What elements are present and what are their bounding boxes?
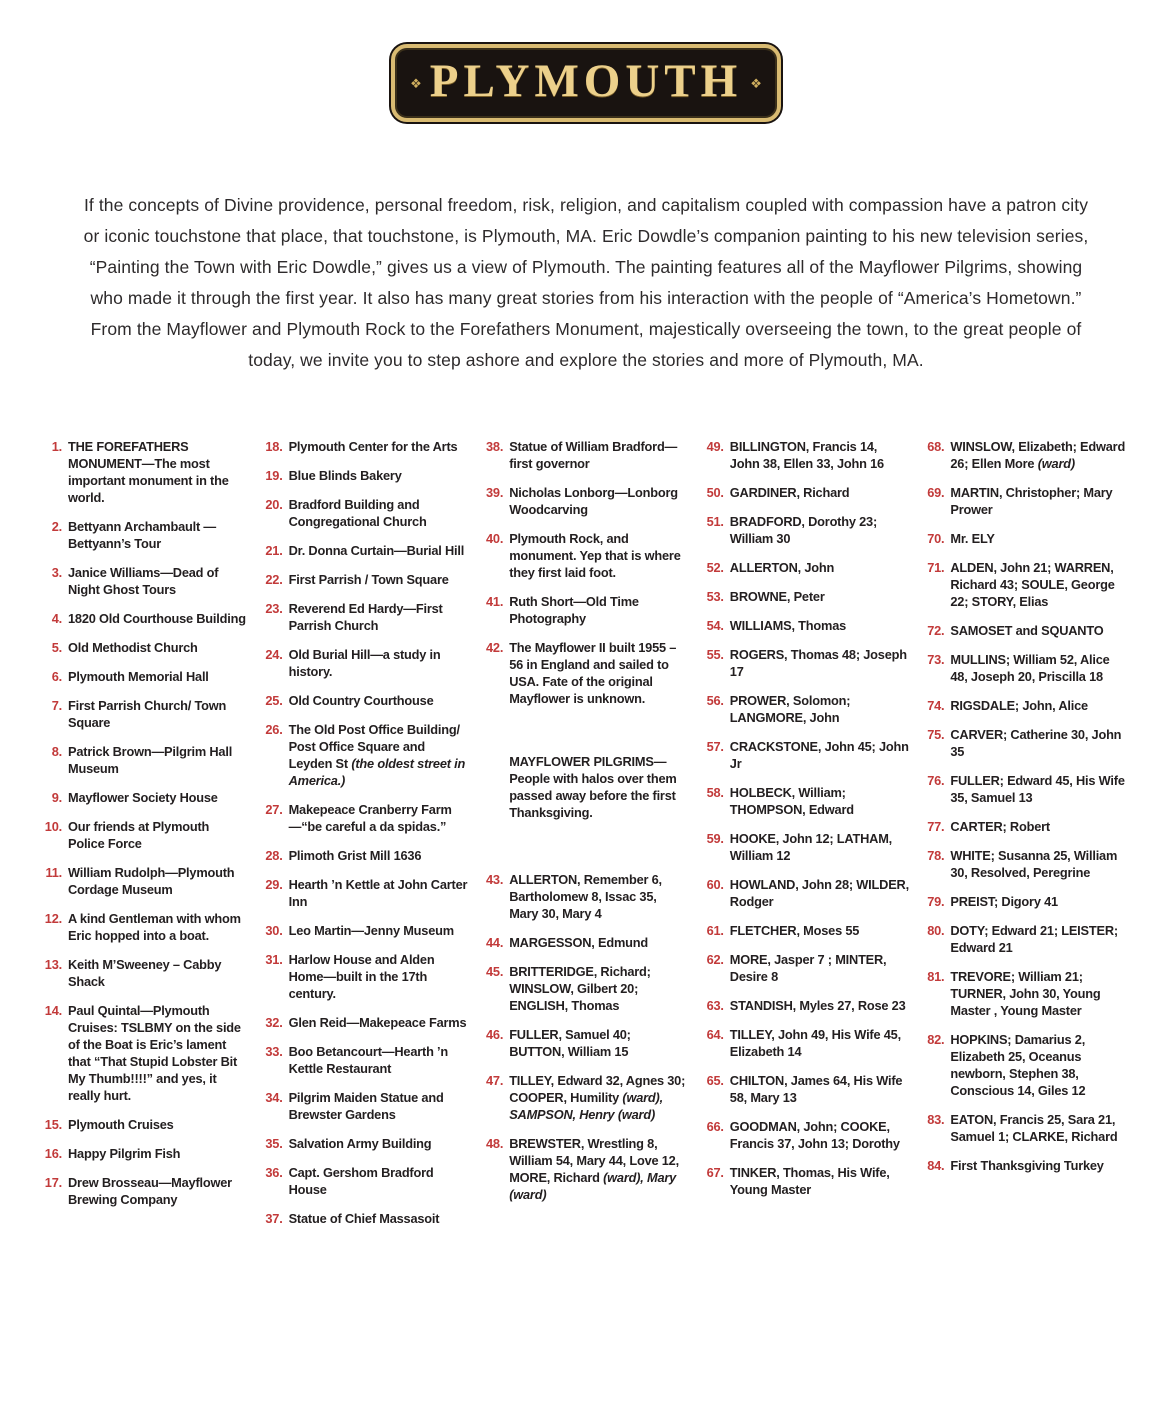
item-text: STANDISH, Myles 27, Rose 23 bbox=[729, 998, 906, 1013]
item-number: 55. bbox=[706, 647, 724, 662]
list-item bbox=[704, 1072, 910, 1106]
item-text: Bradford Building and Congregational Church bbox=[288, 497, 427, 529]
item-number: 19. bbox=[265, 468, 283, 483]
item-text: CARVER; Catherine 30, John 35 bbox=[950, 727, 1122, 759]
item-number: 71. bbox=[927, 560, 945, 575]
item-text: Our friends at Plymouth Police Force bbox=[68, 819, 210, 851]
item-number: 28. bbox=[265, 848, 283, 863]
item-number: 32. bbox=[265, 1015, 283, 1030]
item-number: 60. bbox=[706, 877, 724, 892]
list-item bbox=[42, 789, 248, 806]
list-item bbox=[42, 956, 248, 990]
item-text: CHILTON, James 64, His Wife 58, Mary 13 bbox=[729, 1073, 903, 1105]
item-number: 13. bbox=[44, 957, 62, 972]
item-number: 58. bbox=[706, 785, 724, 800]
list-item bbox=[263, 600, 469, 634]
item-number: 4. bbox=[51, 611, 62, 626]
item-number: 70. bbox=[927, 531, 945, 546]
item-number: 81. bbox=[927, 969, 945, 984]
item-number: 59. bbox=[706, 831, 724, 846]
list-item bbox=[924, 893, 1130, 910]
item-text: Leo Martin—Jenny Museum bbox=[288, 923, 454, 938]
item-number: 36. bbox=[265, 1165, 283, 1180]
item-number: 68. bbox=[927, 439, 945, 454]
item-text: ALLERTON, John bbox=[729, 560, 835, 575]
item-text: Glen Reid—Makepeace Farms bbox=[288, 1015, 467, 1030]
item-text: First Parrish Church/ Town Square bbox=[68, 698, 227, 730]
list-item bbox=[263, 1014, 469, 1031]
list-item bbox=[924, 726, 1130, 760]
list-item bbox=[483, 593, 689, 627]
item-text: WILLIAMS, Thomas bbox=[729, 618, 847, 633]
item-number: 38. bbox=[485, 439, 504, 454]
item-text: Plymouth Center for the Arts bbox=[288, 439, 458, 454]
item-number: 31. bbox=[265, 952, 283, 967]
list-item bbox=[42, 864, 248, 898]
item-number: 77. bbox=[927, 819, 945, 834]
item-text: HOOKE, John 12; LATHAM, William 12 bbox=[729, 831, 893, 863]
legend-column-3 bbox=[483, 438, 689, 1239]
item-text: PROWER, Solomon; LANGMORE, John bbox=[729, 693, 851, 725]
item-number: 64. bbox=[706, 1027, 724, 1042]
item-number: 43. bbox=[485, 872, 504, 887]
list-item bbox=[704, 559, 910, 576]
item-text: EATON, Francis 25, Sara 21, Samuel 1; CLARKE, Richard bbox=[950, 1112, 1118, 1144]
item-number: 61. bbox=[706, 923, 724, 938]
item-text: William Rudolph—Plymouth Cordage Museum bbox=[68, 865, 235, 897]
item-text: MORE, Jasper 7 ; MINTER, Desire 8 bbox=[729, 952, 887, 984]
item-text: ROGERS, Thomas 48; Joseph 17 bbox=[729, 647, 907, 679]
item-text: Boo Betancourt—Hearth ’n Kettle Restaurant bbox=[288, 1044, 449, 1076]
item-number: 69. bbox=[927, 485, 945, 500]
item-text: Makepeace Cranberry Farm—“be careful a da spidas.” bbox=[288, 802, 452, 834]
list-item bbox=[924, 622, 1130, 639]
item-text: Plymouth Cruises bbox=[68, 1117, 174, 1132]
item-text: Salvation Army Building bbox=[288, 1136, 432, 1151]
list-item bbox=[42, 438, 248, 506]
item-number: 83. bbox=[927, 1112, 945, 1127]
list-item bbox=[483, 963, 689, 1014]
item-number: 45. bbox=[485, 964, 504, 979]
item-text: CRACKSTONE, John 45; John Jr bbox=[729, 739, 909, 771]
list-item bbox=[704, 997, 910, 1014]
item-text: WINSLOW, Elizabeth; Edward 26; Ellen More (ward) bbox=[950, 439, 1126, 471]
item-text: TILLEY, John 49, His Wife 45, Elizabeth 14 bbox=[729, 1027, 901, 1059]
item-number: 66. bbox=[706, 1119, 724, 1134]
list-item bbox=[42, 639, 248, 656]
item-number: 67. bbox=[706, 1165, 724, 1180]
list-item bbox=[924, 968, 1130, 1019]
list-item bbox=[483, 1135, 689, 1203]
mayflower-pilgrims-note bbox=[509, 753, 689, 821]
item-text: Reverend Ed Hardy—First Parrish Church bbox=[288, 601, 443, 633]
list-item bbox=[42, 1174, 248, 1208]
list-item bbox=[704, 876, 910, 910]
list-item bbox=[924, 818, 1130, 835]
item-text: Pilgrim Maiden Statue and Brewster Gardens bbox=[288, 1090, 444, 1122]
list-item bbox=[924, 438, 1130, 472]
item-text: Mayflower Society House bbox=[68, 790, 218, 805]
intro-paragraph: If the concepts of Divine providence, personal freedom, risk, religion, and capitalism coupled with compassion have a patron city or iconic touchstone that place, that touchstone, is Plymouth, MA. Eric Dowdle’s companion painting to his new television series, “Painting the Town with Eric Dowdle,” gives us a view of Plymouth. The painting features all of the Mayflower Pilgrims, showing who made it through the first year. It also has many great stories from his interaction with the people of “America’s Hometown.” From the Mayflower and Plymouth Rock to the Forefathers Monument, majestically overseeing the town, to the great people of today, we invite you to step ashore and explore the stories and more of Plymouth, MA. bbox=[83, 195, 1089, 370]
list-item bbox=[704, 784, 910, 818]
item-text: The Mayflower II built 1955 – 56 in England and sailed to USA. Fate of the original Mayflower is unknown. bbox=[509, 640, 677, 706]
item-text: HOPKINS; Damarius 2, Elizabeth 25, Oceanus newborn, Stephen 38, Conscious 14, Giles 12 bbox=[950, 1032, 1086, 1098]
item-number: 2. bbox=[51, 519, 62, 534]
item-text: Mr. ELY bbox=[950, 531, 995, 546]
item-number: 15. bbox=[44, 1117, 62, 1132]
item-number: 54. bbox=[706, 618, 724, 633]
item-text: SAMOSET and SQUANTO bbox=[950, 623, 1104, 638]
item-number: 27. bbox=[265, 802, 283, 817]
item-number: 74. bbox=[927, 698, 945, 713]
item-number: 20. bbox=[265, 497, 283, 512]
list-item bbox=[924, 651, 1130, 685]
item-text: Happy Pilgrim Fish bbox=[68, 1146, 181, 1161]
item-number: 40. bbox=[485, 531, 504, 546]
item-number: 44. bbox=[485, 935, 504, 950]
item-text: Harlow House and Alden Home—built in the 17th century. bbox=[288, 952, 435, 1001]
item-text: Old Burial Hill—a study in history. bbox=[288, 647, 441, 679]
item-text: 1820 Old Courthouse Building bbox=[68, 611, 246, 626]
item-text: FULLER; Edward 45, His Wife 35, Samuel 13 bbox=[950, 773, 1125, 805]
legend-column-5 bbox=[924, 438, 1130, 1239]
list-item bbox=[263, 496, 469, 530]
list-item bbox=[704, 588, 910, 605]
item-number: 42. bbox=[485, 640, 504, 655]
legend-column-4 bbox=[704, 438, 910, 1239]
item-text: TINKER, Thomas, His Wife, Young Master bbox=[729, 1165, 890, 1197]
item-number: 12. bbox=[44, 911, 62, 926]
item-text: WHITE; Susanna 25, William 30, Resolved, Peregrine bbox=[950, 848, 1118, 880]
item-text: FULLER, Samuel 40; BUTTON, William 15 bbox=[509, 1027, 631, 1059]
list-item bbox=[704, 1164, 910, 1198]
item-number: 84. bbox=[927, 1158, 945, 1173]
item-text: Blue Blinds Bakery bbox=[288, 468, 402, 483]
item-number: 8. bbox=[51, 744, 62, 759]
item-text: Paul Quintal—Plymouth Cruises: TSLBMY on the side of the Boat is Eric’s lament that “That Stupid Lobster Bit My Thumb!!!!” and yes, it really hurt. bbox=[68, 1003, 241, 1103]
item-text: CARTER; Robert bbox=[950, 819, 1050, 834]
list-item bbox=[483, 484, 689, 518]
list-item bbox=[42, 1116, 248, 1133]
item-text: RIGSDALE; John, Alice bbox=[950, 698, 1088, 713]
item-number: 6. bbox=[51, 669, 62, 684]
plaque-ornament-left-icon: ❖ bbox=[410, 75, 422, 91]
item-text: Keith M’Sweeney – Cabby Shack bbox=[68, 957, 222, 989]
list-item bbox=[704, 438, 910, 472]
item-number: 18. bbox=[265, 439, 283, 454]
item-text: Capt. Gershom Bradford House bbox=[288, 1165, 434, 1197]
item-number: 53. bbox=[706, 589, 724, 604]
item-text: MULLINS; William 52, Alice 48, Joseph 20, Priscilla 18 bbox=[950, 652, 1110, 684]
list-item bbox=[704, 692, 910, 726]
list-item bbox=[263, 646, 469, 680]
item-text: First Thanksgiving Turkey bbox=[950, 1158, 1104, 1173]
list-item bbox=[924, 1157, 1130, 1174]
item-number: 79. bbox=[927, 894, 945, 909]
item-text: Old Methodist Church bbox=[68, 640, 198, 655]
item-text: First Parrish / Town Square bbox=[288, 572, 449, 587]
item-number: 52. bbox=[706, 560, 724, 575]
logo-row bbox=[0, 0, 1172, 122]
item-number: 37. bbox=[265, 1211, 283, 1226]
list-item bbox=[263, 1164, 469, 1198]
item-text: Statue of Chief Massasoit bbox=[288, 1211, 440, 1226]
list-item bbox=[42, 1145, 248, 1162]
list-item bbox=[42, 610, 248, 627]
item-text: BREWSTER, Wrestling 8, William 54, Mary 44, Love 12, MORE, Richard (ward), Mary (ward) bbox=[509, 1136, 679, 1202]
item-text: TREVORE; William 21; TURNER, John 30, Young Master , Young Master bbox=[950, 969, 1101, 1018]
item-number: 56. bbox=[706, 693, 724, 708]
item-text: Nicholas Lonborg—Lonborg Woodcarving bbox=[509, 485, 678, 517]
item-number: 65. bbox=[706, 1073, 724, 1088]
list-item bbox=[483, 1072, 689, 1123]
item-number: 80. bbox=[927, 923, 945, 938]
item-text: MAYFLOWER PILGRIMS—People with halos over them passed away before the first Thanksgiving. bbox=[509, 754, 677, 820]
item-text: TILLEY, Edward 32, Agnes 30; COOPER, Humility (ward), SAMPSON, Henry (ward) bbox=[509, 1073, 686, 1122]
item-number: 72. bbox=[927, 623, 945, 638]
item-number: 29. bbox=[265, 877, 283, 892]
list-item bbox=[924, 847, 1130, 881]
list-item bbox=[42, 518, 248, 552]
list-item bbox=[42, 564, 248, 598]
item-text: BROWNE, Peter bbox=[729, 589, 825, 604]
item-number: 39. bbox=[485, 485, 504, 500]
item-number: 1. bbox=[51, 439, 62, 454]
item-number: 57. bbox=[706, 739, 724, 754]
list-item bbox=[263, 542, 469, 559]
list-item bbox=[483, 1026, 689, 1060]
list-item bbox=[704, 1026, 910, 1060]
item-number: 46. bbox=[485, 1027, 504, 1042]
list-item bbox=[263, 847, 469, 864]
plymouth-logo-text: PLYMOUTH bbox=[429, 55, 743, 107]
item-number: 21. bbox=[265, 543, 283, 558]
item-number: 22. bbox=[265, 572, 283, 587]
item-number: 7. bbox=[51, 698, 62, 713]
list-item bbox=[42, 818, 248, 852]
list-item bbox=[263, 692, 469, 709]
legend-columns bbox=[0, 438, 1172, 1239]
item-text: HOWLAND, John 28; WILDER, Rodger bbox=[729, 877, 909, 909]
list-item bbox=[704, 646, 910, 680]
list-item bbox=[704, 738, 910, 772]
item-number: 51. bbox=[706, 514, 724, 529]
plymouth-logo-plaque bbox=[391, 44, 781, 122]
item-number: 34. bbox=[265, 1090, 283, 1105]
list-item bbox=[924, 772, 1130, 806]
list-item bbox=[704, 922, 910, 939]
item-text: GOODMAN, John; COOKE, Francis 37, John 13; Dorothy bbox=[729, 1119, 900, 1151]
item-text: HOLBECK, William; THOMPSON, Edward bbox=[729, 785, 854, 817]
item-text: BRADFORD, Dorothy 23; William 30 bbox=[729, 514, 878, 546]
list-item bbox=[704, 1118, 910, 1152]
item-number: 47. bbox=[485, 1073, 504, 1088]
item-text: Statue of William Bradford—first governor bbox=[509, 439, 678, 471]
list-item bbox=[924, 484, 1130, 518]
list-item bbox=[263, 951, 469, 1002]
item-number: 5. bbox=[51, 640, 62, 655]
list-item bbox=[704, 484, 910, 501]
plaque-ornament-right-icon: ❖ bbox=[750, 75, 762, 91]
item-number: 26. bbox=[265, 722, 283, 737]
item-text: Plymouth Memorial Hall bbox=[68, 669, 209, 684]
item-number: 11. bbox=[45, 865, 62, 880]
list-item bbox=[924, 1111, 1130, 1145]
item-text: PREIST; Digory 41 bbox=[950, 894, 1058, 909]
item-text: Patrick Brown—Pilgrim Hall Museum bbox=[68, 744, 233, 776]
item-text: GARDINER, Richard bbox=[729, 485, 850, 500]
item-text: The Old Post Office Building/ Post Office Square and Leyden St (the oldest street in America.) bbox=[288, 722, 466, 788]
item-text: DOTY; Edward 21; LEISTER; Edward 21 bbox=[950, 923, 1118, 955]
item-text: Hearth ’n Kettle at John Carter Inn bbox=[288, 877, 468, 909]
item-text: Drew Brosseau—Mayflower Brewing Company bbox=[68, 1175, 232, 1207]
item-number: 63. bbox=[706, 998, 724, 1013]
item-text: ALDEN, John 21; WARREN, Richard 43; SOULE, George 22; STORY, Elias bbox=[950, 560, 1115, 609]
item-number: 23. bbox=[265, 601, 283, 616]
item-number: 30. bbox=[265, 923, 283, 938]
item-text: MARGESSON, Edmund bbox=[509, 935, 648, 950]
item-number: 17. bbox=[44, 1175, 62, 1190]
list-item bbox=[924, 697, 1130, 714]
list-item bbox=[483, 934, 689, 951]
item-text: THE FOREFATHERS MONUMENT—The most important monument in the world. bbox=[68, 439, 229, 505]
item-text: ALLERTON, Remember 6, Bartholomew 8, Issac 35, Mary 30, Mary 4 bbox=[509, 872, 662, 921]
legend-column-2 bbox=[263, 438, 469, 1239]
list-item bbox=[42, 668, 248, 685]
list-item bbox=[42, 910, 248, 944]
list-item bbox=[924, 922, 1130, 956]
legend-column-1 bbox=[42, 438, 248, 1239]
list-item bbox=[924, 1031, 1130, 1099]
list-item bbox=[924, 530, 1130, 547]
item-number: 76. bbox=[927, 773, 945, 788]
item-number: 48. bbox=[485, 1136, 504, 1151]
list-item bbox=[263, 721, 469, 789]
list-item bbox=[704, 617, 910, 634]
item-text: MARTIN, Christopher; Mary Prower bbox=[950, 485, 1113, 517]
item-number: 73. bbox=[927, 652, 945, 667]
item-number: 75. bbox=[927, 727, 945, 742]
item-number: 33. bbox=[265, 1044, 283, 1059]
item-text: Ruth Short—Old Time Photography bbox=[509, 594, 639, 626]
item-number: 50. bbox=[706, 485, 724, 500]
item-text: BRITTERIDGE, Richard; WINSLOW, Gilbert 20; ENGLISH, Thomas bbox=[509, 964, 651, 1013]
item-number: 41. bbox=[485, 594, 504, 609]
list-item bbox=[263, 1043, 469, 1077]
item-text: Plimoth Grist Mill 1636 bbox=[288, 848, 422, 863]
list-item bbox=[483, 438, 689, 472]
item-number: 3. bbox=[51, 565, 62, 580]
item-text: Bettyann Archambault —Bettyann’s Tour bbox=[68, 519, 217, 551]
item-text: BILLINGTON, Francis 14, John 38, Ellen 33, John 16 bbox=[729, 439, 884, 471]
item-text: A kind Gentleman with whom Eric hopped into a boat. bbox=[68, 911, 241, 943]
list-item bbox=[263, 1210, 469, 1227]
item-number: 62. bbox=[706, 952, 724, 967]
item-text: Janice Williams—Dead of Night Ghost Tours bbox=[68, 565, 219, 597]
item-number: 35. bbox=[265, 1136, 283, 1151]
list-item bbox=[42, 697, 248, 731]
list-item bbox=[483, 639, 689, 707]
item-number: 9. bbox=[51, 790, 62, 805]
item-text: Old Country Courthouse bbox=[288, 693, 434, 708]
list-item bbox=[924, 559, 1130, 610]
item-number: 82. bbox=[927, 1032, 945, 1047]
item-number: 16. bbox=[44, 1146, 62, 1161]
list-item bbox=[263, 801, 469, 835]
item-number: 25. bbox=[265, 693, 283, 708]
item-number: 78. bbox=[927, 848, 945, 863]
list-item bbox=[263, 1089, 469, 1123]
list-item bbox=[483, 530, 689, 581]
list-item bbox=[704, 951, 910, 985]
item-text: FLETCHER, Moses 55 bbox=[729, 923, 860, 938]
item-text: Dr. Donna Curtain—Burial Hill bbox=[288, 543, 465, 558]
list-item bbox=[263, 467, 469, 484]
list-item bbox=[42, 1002, 248, 1104]
list-item bbox=[263, 922, 469, 939]
list-item bbox=[42, 743, 248, 777]
list-item bbox=[263, 1135, 469, 1152]
list-item bbox=[263, 438, 469, 455]
item-number: 49. bbox=[706, 439, 724, 454]
item-number: 14. bbox=[44, 1003, 62, 1018]
item-number: 24. bbox=[265, 647, 283, 662]
list-item bbox=[704, 830, 910, 864]
list-item bbox=[483, 871, 689, 922]
item-text: Plymouth Rock, and monument. Yep that is where they first laid foot. bbox=[509, 531, 681, 580]
list-item bbox=[704, 513, 910, 547]
item-number: 10. bbox=[44, 819, 62, 834]
list-item bbox=[263, 876, 469, 910]
list-item bbox=[263, 571, 469, 588]
